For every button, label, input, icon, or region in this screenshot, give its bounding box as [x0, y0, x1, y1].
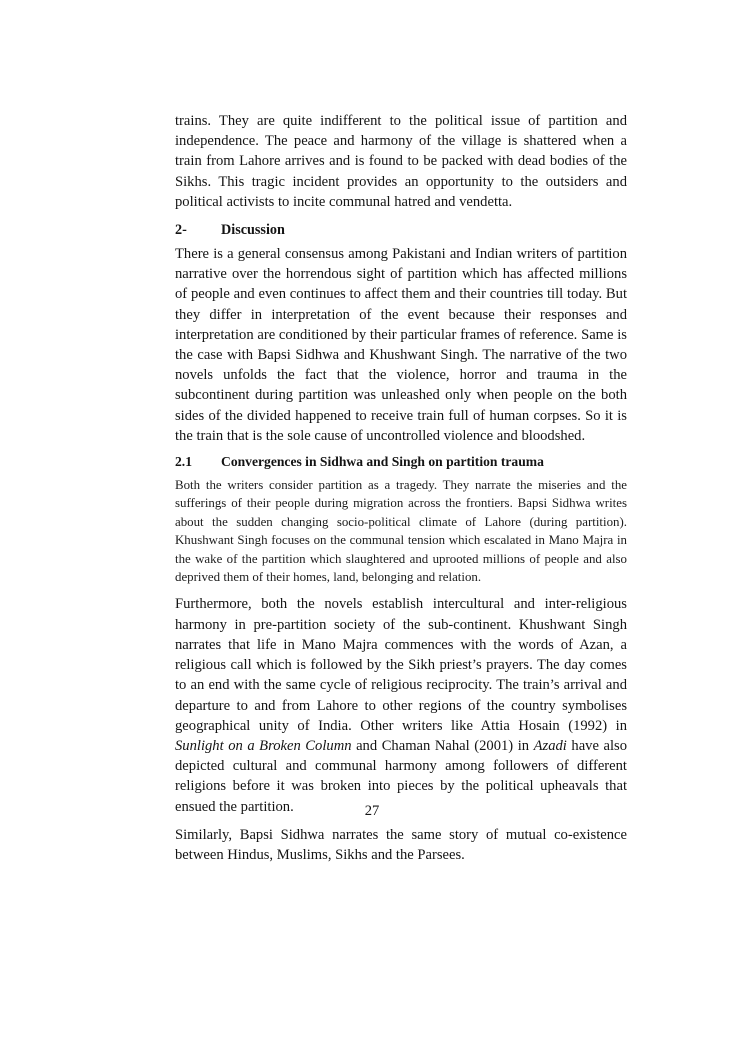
page-body [175, 111, 627, 865]
book-title-sunlight: Sunlight on a Broken Column [175, 737, 352, 754]
subsection-number: 2.1 [175, 454, 192, 470]
paragraph-coexistence: Similarly, Bapsi Sidhwa narrates the same story of mutual co-existence between Hindus, Muslims, Sikhs and the Parsees. [175, 826, 627, 863]
section-title: Discussion [221, 222, 285, 239]
section-number: 2- [175, 222, 187, 239]
paragraph-intro: trains. They are quite indifferent to the political issue of partition and independence. The peace and harmony of the village is shattered when a train from Lahore arrives and is found to be packed with dead bodies of the Sikhs. This tragic incident provides an opportunity to the outsiders and political activists to incite communal hatred and vendetta. [175, 113, 627, 210]
paragraph-harmony-text-3: have also depicted cultural and communal harmony among followers of different religions before it was broken into pieces by the political upheavals that ensued the partition. [175, 737, 628, 815]
paragraph-harmony [175, 594, 627, 816]
subsection-heading-convergences [175, 452, 627, 472]
paragraph-harmony-text-1: Furthermore, both the novels establish intercultural and inter-religious harmony in pre-partition society of the sub-continent. Khushwant Singh narrates that life in Mano Majra commences with the words of Azan, a religious call which is followed by the Sikh priest’s prayers. The day comes to an end with the same cycle of religious reciprocity. The train’s arrival and departure to and from Lahore to other regions of the country symbolises geographical unity of India. Other writers like Attia Hosain (1992) in [175, 596, 627, 734]
paragraph-discussion: There is a general consensus among Pakistani and Indian writers of partition narrative over the horrendous sight of partition which has affected millions of people and even continues to affect them and their countries till today. But they differ in interpretation of the event because their responses and interpretation are conditioned by their particular frames of reference. Same is the case with Bapsi Sidhwa and Khushwant Singh. The narrative of the two novels unfolds the fact that the violence, horror and trauma in the subcontinent during partition was unleashed only when people on the both sides of the divided happened to receive train full of human corpses. So it is the train that is the sole cause of uncontrolled violence and bloodshed. [175, 246, 627, 444]
paragraph-harmony-text-2: and Chaman Nahal (2001) in [351, 737, 534, 754]
paragraph-convergences: Both the writers consider partition as a tragedy. They narrate the miseries and the sufferings of their people during migration across the frontiers. Bapsi Sidhwa writes about the sudden changing socio-political climate of Lahore (during partition). Khushwant Singh focuses on the communal tension which escalated in Mano Majra in the wake of the partition which slaughtered and uprooted millions of people and also deprived them of their homes, land, belonging and relation. [175, 478, 627, 585]
subsection-title: Convergences in Sidhwa and Singh on partition trauma [221, 454, 544, 470]
book-title-azadi: Azadi [533, 737, 567, 754]
section-heading-discussion [175, 220, 627, 240]
page-number: 27 [364, 803, 380, 819]
